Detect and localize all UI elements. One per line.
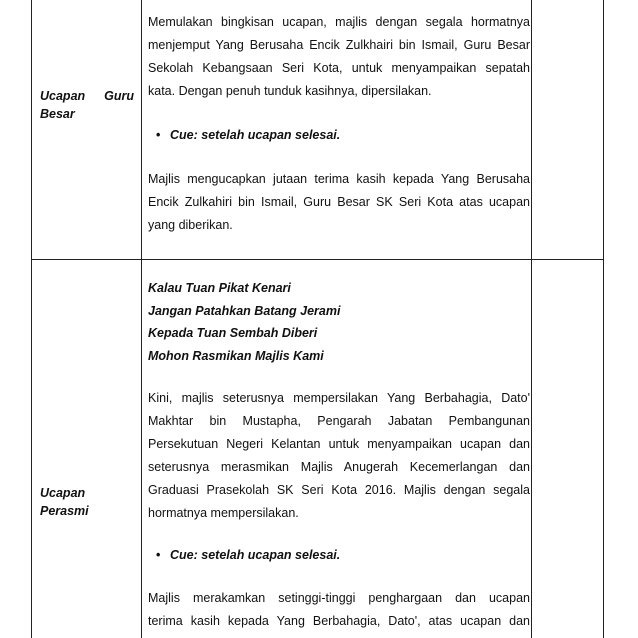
guru-besar-closing-paragraph [148, 168, 530, 237]
paragraph-line: Encik Zulkahiri bin Ismail, Guru Besar SK Seri Kota atas ucapan [148, 195, 530, 209]
paragraph-line: terima kasih kepada Yang Berbahagia, Dato', atas ucapan dan [148, 614, 530, 628]
row-label-line: Ucapan Guru [40, 89, 134, 103]
row-label-ucapan-guru-besar [40, 87, 134, 123]
row-divider [32, 259, 603, 260]
paragraph-line: Kini, majlis seterusnya mempersilakan Yang Berbahagia, Dato' [148, 391, 530, 405]
row-label-line: Ucapan [40, 486, 86, 500]
paragraph-line: Memulakan bingkisan ucapan, majlis dengan segala hormatnya [148, 15, 530, 29]
pantun-line: Jangan Patahkan Batang Jerami [148, 303, 341, 318]
cue-bullet: • Cue: setelah ucapan selesai. [170, 126, 340, 144]
pantun-line: Mohon Rasmikan Majlis Kami [148, 348, 324, 363]
pantun-verse [148, 277, 340, 367]
paragraph-line: Sekolah Kebangsaan Seri Kota, untuk menyampaikan sepatah [148, 61, 530, 75]
paragraph-line: hormatnya mempersilakan. [148, 506, 299, 520]
pantun-line: Kepada Tuan Sembah Diberi [148, 326, 318, 340]
paragraph-line: menjemput Yang Berusaha Encik Zulkhairi bin Ismail, Guru Besar [148, 38, 530, 52]
agenda-table [31, 0, 604, 638]
paragraph-line: Persekutuan Negeri Kelantan untuk menyampaikan ucapan dan [148, 437, 530, 451]
paragraph-line: Makhtar bin Mustapha, Pengarah Jabatan Pembangunan [148, 414, 530, 428]
paragraph-line: seterusnya merasmikan Majlis Anugerah Kecemerlangan dan [148, 460, 530, 474]
row-label-line: Perasmi [40, 504, 89, 518]
paragraph-line: yang diberikan. [148, 218, 233, 232]
perasmi-intro-paragraph [148, 387, 530, 525]
column-divider-right [531, 0, 532, 638]
paragraph-line: kata. Dengan penuh tunduk kasihnya, dipersilakan. [148, 84, 432, 98]
row-label-ucapan-perasmi [40, 484, 134, 520]
row-label-line: Besar [40, 107, 75, 121]
paragraph-line: Majlis mengucapkan jutaan terima kasih kepada Yang Berusaha [148, 172, 530, 186]
paragraph-line: Majlis merakamkan setinggi-tinggi penghargaan dan ucapan [148, 591, 530, 605]
perasmi-closing-paragraph [148, 587, 530, 633]
cue-bullet: • Cue: setelah ucapan selesai. [170, 546, 340, 564]
pantun-line: Kalau Tuan Pikat Kenari [148, 281, 291, 295]
paragraph-line: Graduasi Prasekolah SK Seri Kota 2016. Majlis dengan segala [148, 483, 530, 497]
column-divider-left [141, 0, 142, 638]
guru-besar-intro-paragraph [148, 11, 530, 103]
